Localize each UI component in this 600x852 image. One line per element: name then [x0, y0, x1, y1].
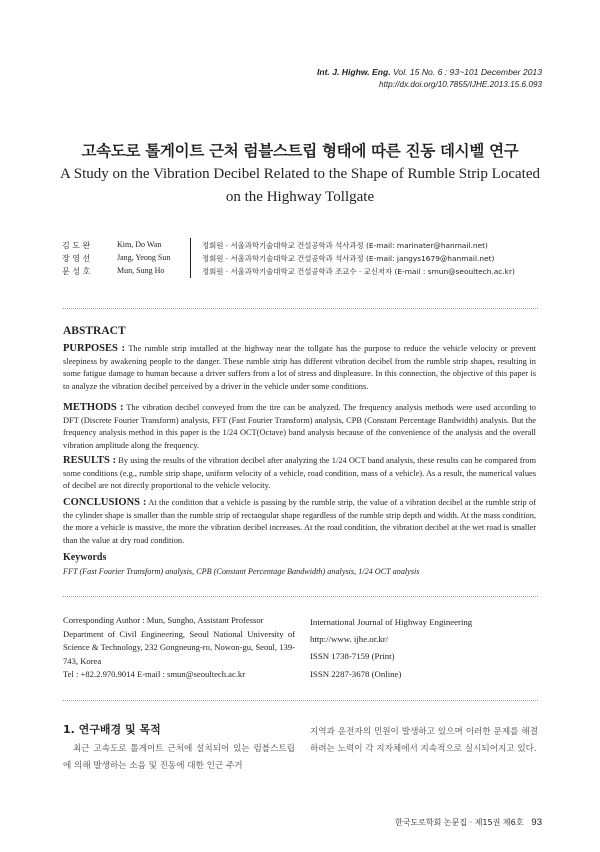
- author-name-english: Jang, Yeong Sun: [117, 253, 171, 262]
- journal-info: [310, 614, 472, 683]
- corresponding-author-name: Corresponding Author : Mun, Sungho, Assistant Professor: [63, 615, 264, 625]
- section-heading: 1. 연구배경 및 목적: [63, 723, 161, 736]
- divider: [63, 596, 538, 597]
- purposes-label: PURPOSES :: [63, 343, 126, 354]
- author-affiliation: 정회원 · 서울과학기술대학교 건설공학과 석사과정 (E-mail: jangys1679@hanmail.net): [202, 254, 495, 263]
- methods-label: METHODS :: [63, 402, 124, 413]
- abstract-conclusions: [63, 497, 536, 547]
- page-number: 93: [531, 817, 542, 828]
- conclusions-text: At the condition that a vehicle is passing by the rumble strip, the value of a vibration decibel at the rumble strip of the cylinder shape is smaller than the rumble strip of rectangular shape regardless of the rumble strip depth and width. At the mass condition, the more a vehicle is massive, the more the vibration decibel increases. At the road condition, the vibration decibel at the wet road is smaller than the value at dry road condition.: [63, 498, 537, 545]
- keywords-heading: Keywords: [63, 552, 107, 563]
- author-name-english: Mun, Sung Ho: [117, 266, 165, 275]
- divider: [63, 308, 538, 309]
- body-text-column-left: 최근 고속도로 톨게이트 근처에 설치되어 있는 럼블스트립에 의해 발생하는 소음 및 진동에 대한 인근 주거: [63, 744, 295, 772]
- corresponding-author-address: Department of Civil Engineering, Seoul National University of Science & Technology, 232 Gongneung-ro, Nowon-gu, Seoul, 139-743, Korea: [63, 628, 295, 666]
- author-name-korean: 장 영 선: [62, 254, 91, 263]
- page-footer: [395, 817, 542, 828]
- methods-text: The vibration decibel conveyed from the tire can be analyzed. The frequency analysis methods were used according to DFT (Discrete Fourier Transform) analysis, FFT (Fast Fourier Transform) analysis, CPB (Constant Percentage Bandwidth) analysis. But the frequency analysis method in this paper is the 1/24 OCT(Octave) band analysis because of the convenience of the analysis and the overall vibration amplitude along the frequency.: [63, 403, 536, 450]
- author-name-korean: 김 도 완: [62, 241, 91, 250]
- corresponding-author-contact: Tel : +82.2.970.9014 E-mail : smun@seoultech.ac.kr: [63, 669, 246, 680]
- journal-abbreviation: Int. J. Highw. Eng.: [316, 67, 391, 77]
- keywords-text: FFT (Fast Fourier Transform) analysis, CPB (Constant Percentage Bandwidth) analysis, 1/24 OCT analysis: [63, 567, 420, 576]
- body-text-column-right: 지역과 운전자의 민원이 발생하고 있으며 이러한 문제를 해결하려는 노력이 각 지자체에서 지속적으로 실시되어지고 있다.: [310, 727, 538, 755]
- author-divider: [190, 238, 191, 278]
- divider: [63, 700, 538, 701]
- journal-url[interactable]: http://www. ijhe.or.kr/: [310, 634, 389, 645]
- abstract-purposes: [63, 343, 536, 393]
- author-name-english: Kim, Do Wan: [117, 240, 162, 249]
- author-name-korean: 문 성 호: [62, 267, 91, 276]
- title-english: A Study on the Vibration Decibel Related to the Shape of Rumble Strip Located on the Highway Tollgate: [60, 166, 540, 205]
- abstract-results: [63, 455, 536, 493]
- author-affiliation: 정회원 · 서울과학기술대학교 건설공학과 조교수 · 교신저자 (E-mail : smun@seoultech.ac.kr): [202, 267, 515, 276]
- author-affiliation: 정회원 · 서울과학기술대학교 건설공학과 석사과정 (E-mail: marinater@hanmail.net): [202, 241, 488, 250]
- abstract-heading: ABSTRACT: [63, 325, 126, 337]
- doi-link[interactable]: http://dx.doi.org/10.7855/IJHE.2013.15.6.093: [379, 80, 542, 89]
- issn-print: ISSN 1738-7159 (Print): [310, 651, 395, 662]
- issn-online: ISSN 2287-3678 (Online): [310, 668, 402, 679]
- journal-citation: [317, 67, 542, 77]
- journal-name: International Journal of Highway Engineering: [310, 617, 473, 627]
- purposes-text: The rumble strip installed at the highway near the tollgate has the purpose to reduce the vehicle velocity or prevent sleepiness by awakening people to the danger. These rumble strip has different vibration decibel from the rumble strip shapes, resulting in some fatigue damage to human because a driver suffers from a lot of stress and displeasure. In this connection, the objective of this paper is to analyze the vibration decibel perceived by a driver in the vehicle under some conditions.: [63, 344, 536, 391]
- abstract-methods: [63, 402, 536, 452]
- footer-journal: 한국도로학회 논문집 · 제15권 제6호: [394, 818, 524, 827]
- conclusions-label: CONCLUSIONS :: [63, 497, 147, 508]
- corresponding-author: [63, 614, 295, 682]
- results-text: By using the results of the vibration decibel after analyzing the 1/24 OCT band analysis, these results can be compared from some conditions (e.g., rumble strip shape, uniform velocity of a vehicle, road condition, mass of a vehicle). As a result, the numerical values of decibel are not directly proportional to the vehicle velocity.: [63, 456, 537, 490]
- journal-volume-info: Vol. 15 No. 6 : 93~101 December 2013: [390, 67, 542, 77]
- title-korean: 고속도로 톨게이트 근처 럼블스트립 형태에 따른 진동 데시벨 연구: [81, 142, 519, 160]
- results-label: RESULTS :: [63, 455, 117, 466]
